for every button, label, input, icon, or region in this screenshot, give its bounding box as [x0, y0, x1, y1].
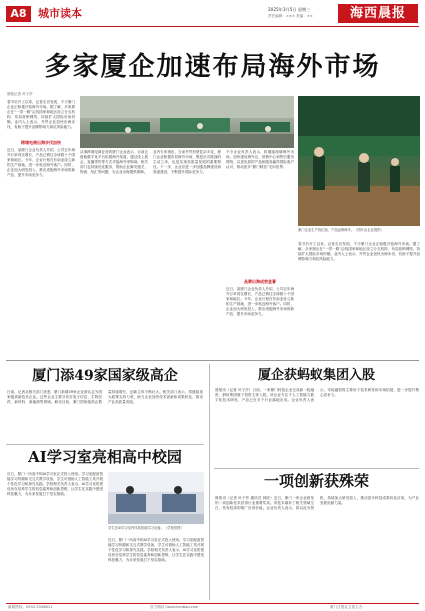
lead-photo [80, 96, 294, 148]
article3-photo-caption: 学生在AI学习室内体验智能学习设备。（学校供图） [108, 526, 184, 530]
footer-center: 官方网站 haixichenbao.com [150, 605, 199, 609]
article4-headline: 厦企获蚂蚁集团入股 [257, 368, 375, 383]
page-code-badge: A8 [6, 6, 31, 22]
header-rule [6, 26, 419, 27]
article2-text: 日前，记者从相关部门获悉，厦门新增49家企业被认定为国家级高新技术企业。这些企业主要分布在电子信息、生物医药、新材料、新能源等领域。截至目前，厦门国家级高企数量持续增长，创新主体不断壮大。相关部门表示，将继续加大政策支持力度，助力企业加快技术创新和成果转化，推动产业高质量发展。 [7, 390, 203, 405]
page-header [0, 0, 425, 28]
lead-photo-caption: 厦门企业生产线忙碌，产品远销海外。（图片由企业提供） [298, 228, 384, 232]
lead-byline: 晨报记者 叶子莎 [7, 92, 33, 96]
lead-col-3: 业内专家指出，当前外贸形势复杂多变，厦门企业积极布局海外市场，既是应对挑战的主动之举，也是实现高质量发展的重要路径。下一步，企业应进一步加强品牌建设和渠道建设，不断提升国际竞争力。 [153, 150, 221, 175]
article3-text-left: 近日，厦门一所高中的AI学习室正式投入使用。学习室配备智能学习终端和交互式教学设备，学生可借助人工智能工具开展个性化学习和探究实践。学校相关负责人表示，AI学习室的建设旨在培养学生的信息素养和创新思维，让学生在实践中感受科技魅力，为未来发展打下坚实基础。 [7, 472, 103, 497]
article5-text: 晨报讯（记者 叶子莎 通讯员 林欣）近日，厦门一家企业研发的一项创新技术获得行业重要奖项。该技术填补了相关领域空白，具有较高的推广应用价值。企业负责人表示，将以此为契机，持续加大研发投入，推动更多科技成果转化应用，为产业发展贡献力量。 [215, 496, 419, 511]
article3-divider [6, 444, 204, 445]
footer-left: 新闻热线：0592-5558811 [8, 605, 53, 609]
lead-photo-right [298, 96, 420, 226]
article5-divider [214, 468, 419, 469]
article3-text-right: 近日，厦门一所高中的AI学习室正式投入使用。学习室配备智能学习终端和交互式教学设备，学生可借助人工智能工具开展个性化学习和探究实践。学校相关负责人表示，AI学习室的建设旨在培养学生的信息素养和创新思维，让学生在实践中感受科技魅力，为未来发展打下坚实基础。 [108, 538, 204, 563]
date-line: 2025年3月5日 星期三 [268, 7, 311, 12]
article4-text: 晨报讯（记者 叶子莎）日前，一家厦门科技企业完成新一轮融资，蚂蚁集团旗下投资主体入股。该企业专注于人工智能与数字化技术研发，产品已在多个行业落地应用。企业负责人表示，本轮融资将主要用于技术研发和市场拓展，进一步提升核心竞争力。 [215, 388, 419, 403]
lead-headline: 多家厦企加速布局海外市场 [44, 52, 381, 82]
classroom-photo-illustration [108, 472, 204, 524]
article3-photo [108, 472, 204, 524]
lead-col-4: 不少企业负责人表示，将继续深耕海外市场，加快建设海外仓、营销中心和售后服务网络，以更优质的产品和服务赢得国际客户认可，推动更多“厦门制造”走向世界。 [226, 150, 294, 170]
lead-col-1b: 近日，某厦门企业负责人介绍，公司去年海外订单同比增长，产品已销往全球数十个国家和地区。今年，企业计划在东南亚设立新的生产基地，进一步贴近海外客户。同时，企业加大研发投入，推出适配海外市场的新产品，提升市场竞争力。 [7, 148, 75, 178]
lead-col-1: 春节后开工以来，记者走访发现，不少厦门企业正积极开拓海外市场。据了解，多家厦企在“一带一路”沿线国家和地区设立分支机构、布局营销网络，持续扩大国际市场份额。业内人士表示，外贸企业加快出海步伐，有助于提升品牌影响力和抗风险能力。 [7, 100, 75, 130]
section-name: 城市读本 [38, 7, 82, 20]
article2-headline: 厦门添49家国家级高企 [32, 368, 178, 384]
factory-photo-illustration [80, 96, 294, 148]
lead-col-5: 春节后开工以来，记者走访发现，不少厦门企业正积极开拓海外市场。据了解，多家厦企在“一带一路”沿线国家和地区设立分支机构、布局营销网络，持续扩大国际市场份额。业内人士表示，外贸企业加快出海步伐，有助于提升品牌影响力和抗风险能力。 [298, 242, 420, 262]
right-column-rule [209, 364, 210, 600]
brand-logo: 海西晨报 [338, 4, 418, 23]
article5-headline: 一项创新获殊荣 [263, 472, 369, 490]
lead-col-4b: 近日，某厦门企业负责人介绍，公司去年海外订单同比增长，产品已销往全球数十个国家和地区。今年，企业计划在东南亚设立新的生产基地，进一步贴近海外客户。同时，企业加大研发投入，推出适配海外市场的新产品，提升市场竞争力。 [226, 287, 294, 317]
lead-col-2: 从事跨境电商业务的厦门企业表示，目前正借助数字化平台拓展海外渠道，通过线上展会、直播带货等方式对接海外采购商。相关部门也持续优化服务，帮助企业解决通关、物流、结汇等问题，为企业出海提供保障。 [80, 150, 148, 175]
footer-right: 厦门日报社主管主办 [330, 605, 363, 609]
footer-rule [6, 603, 419, 604]
section-divider [6, 360, 419, 361]
lead-subhead-1: 跨境电商出海步伐加快 [21, 140, 61, 145]
lead-subhead-2: 品牌出海成效显著 [244, 279, 276, 284]
workers-photo-illustration [298, 96, 420, 226]
article3-headline: AI学习室亮相高中校园 [28, 448, 182, 466]
editor-line: 责任编辑：××× 美编：×× [268, 14, 313, 18]
